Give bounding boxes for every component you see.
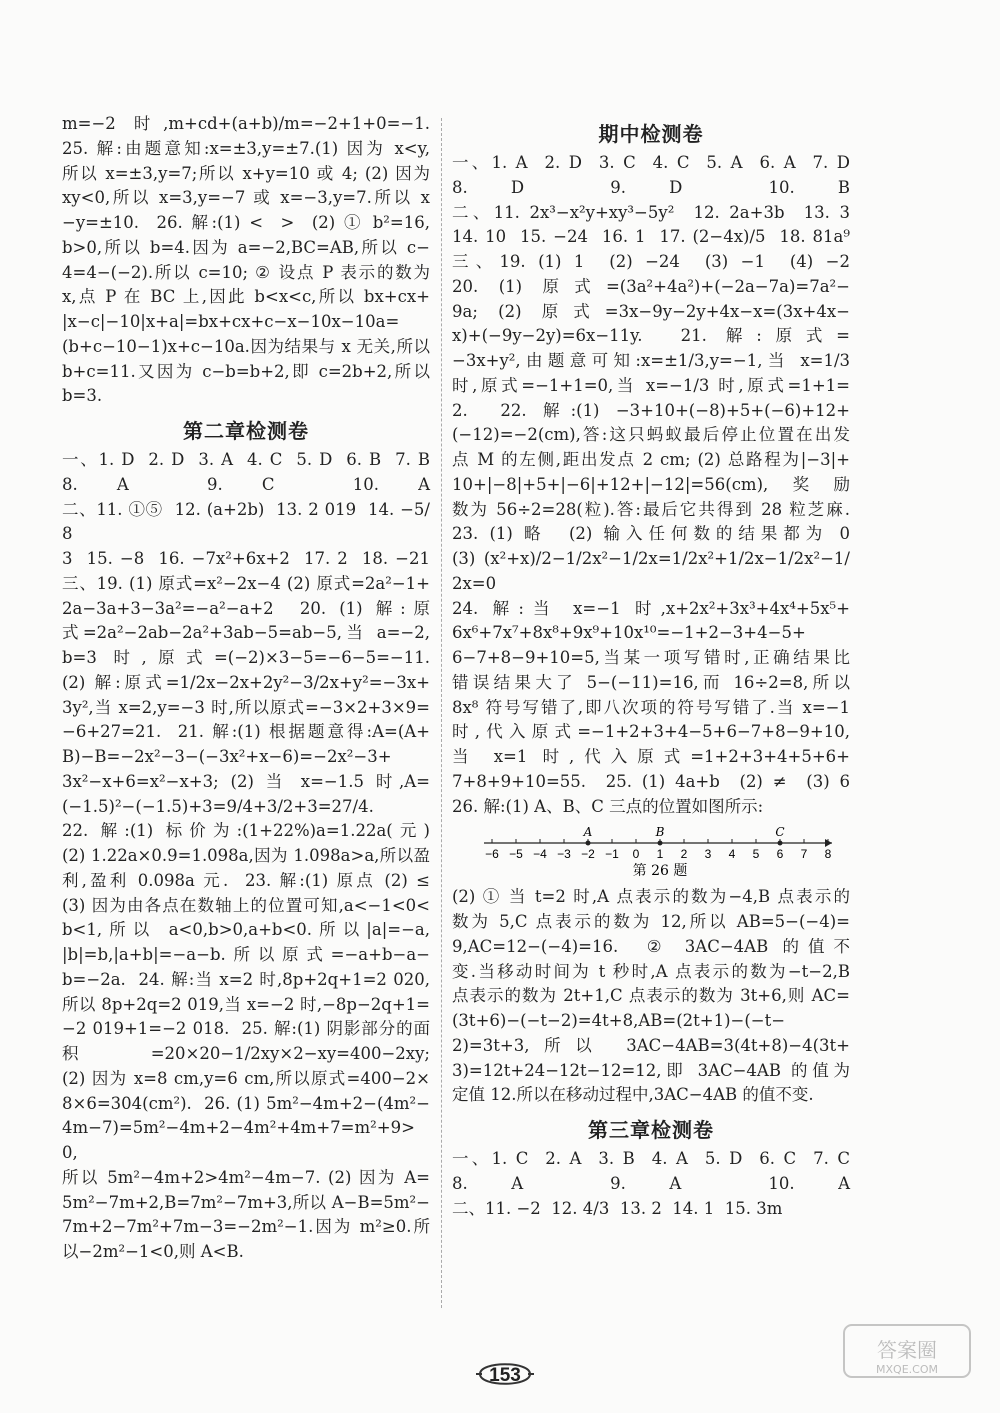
answer-line: x)+(−9y−2y)=6x−11y. 21. 解:原式= (452, 326, 850, 346)
answer-line: 二、11. ①⑤ 12. (a+2b) 13. 2 019 14. −5/8 (62, 499, 430, 544)
answer-line: b>0,所以 b=4.因为 a=−2,BC=AB,所以 c− (62, 237, 430, 257)
answer-line: 4m−7)=5m²−4m+2−4m²+4m+7=m²+9>0, (62, 1118, 415, 1162)
tick-label: 7 (800, 847, 808, 862)
number-line-figure (480, 821, 840, 879)
answer-line: 6−7+8−9+10=5,当某一项写错时,正确结果比 (452, 648, 850, 667)
figure-caption: 第 26 题 (632, 863, 688, 880)
answer-line: 三、19. (1) 1 (2) −24 (3) −1 (4) −2 (452, 252, 850, 271)
tick-label: 0 (632, 847, 640, 862)
answer-line: 9,AC=12−(−4)=16. ② 3AC−4AB 的值不 (452, 936, 850, 956)
svg-text:MXQE.COM: MXQE.COM (876, 1363, 938, 1376)
tick-label: 3 (704, 847, 712, 862)
answer-line: 7m+2−7m²+7m−3=−2m²−1.因为 m²≥0.所 (62, 1217, 430, 1237)
answer-line: xy<0,所以 x=3,y=−7 或 x=−3,y=7.所以 x (62, 188, 430, 208)
answer-line: 2. 22. 解:(1) −3+10+(−8)+5+(−6)+12+ (452, 400, 850, 420)
tick-label: −5 (509, 847, 523, 862)
answer-line: 一、1. C 2. A 3. B 4. A 5. D 6. C 7. C (452, 1149, 850, 1168)
answer-line: |x−c|−10|x+a|=bx+cx+c−x−10x−10a= (62, 312, 400, 331)
tick-label: 5 (752, 847, 760, 862)
answer-line: 利,盈利 0.098a 元. 23. 解:(1) 原点 (2) ≤ (62, 870, 430, 890)
answer-line: b<1,所以 a<0,b>0,a+b<0.所以|a|=−a, (62, 920, 430, 940)
answer-line: 3x²−x+6=x²−x+3; (2) 当 x=−1.5 时,A= (62, 771, 430, 791)
point-c (778, 841, 783, 846)
tick-label: −1 (605, 847, 619, 862)
answer-line: 时,代入原式=−1+2+3+4−5+6−7+8−9+10, (452, 722, 850, 742)
tick-label: 2 (680, 847, 688, 862)
answer-line: 8×6=304(cm²). 26. (1) 5m²−4m+2−(4m²− (62, 1093, 430, 1113)
answer-line: 时,原式=−1+1=0,当 x=−1/3 时,原式=1+1= (452, 375, 850, 395)
answer-line: 8. D 9. D 10. B (452, 177, 850, 197)
answer-line: 定值 12.所以在移动过程中,3AC−4AB 的值不变. (452, 1085, 814, 1105)
answer-line: B)−B=−2x²−3−(−3x²+x−6)=−2x²−3+ (62, 747, 392, 766)
answer-line: 一、1. A 2. D 3. C 4. C 5. A 6. A 7. D (452, 153, 850, 172)
answer-line: 3 15. −8 16. −7x²+6x+2 17. 2 18. −21 (62, 549, 430, 568)
column-divider (441, 118, 442, 1308)
answer-line: 点 M 的左侧,距出发点 2 cm; (2) 总路程为|−3|+ (452, 450, 850, 469)
answer-line: 20. (1) 原式=(3a²+4a²)+(−2a−7a)=7a²− (452, 276, 850, 296)
answer-line: 变.当移动时间为 t 秒时,A 点表示的数为−t−2,B (452, 961, 850, 981)
answer-line: 8x⁸ 符号写错了,即八次项的符号写错了.当 x=−1 (452, 697, 850, 717)
answer-line: 3y²,当 x=2,y=−3 时,所以原式=−3×2+3×9= (62, 697, 430, 717)
answer-line: |b|=b,|a+b|=−a−b.所以原式=−a+b−a− (62, 945, 430, 964)
answer-line: −2 019+1=−2 018. 25. 解:(1) 阴影部分的面 (62, 1019, 430, 1039)
answer-line: 14. 10 15. −24 16. 1 17. (2−4x)/5 18. 81a⁹ (452, 227, 850, 247)
answer-line: 25. 解:由题意知:x=±3,y=±7.(1) 因为 x<y, (62, 138, 430, 158)
answer-line: −6+27=21. 21. 解:(1) 根据题意得:A=(A+ (62, 722, 430, 742)
answer-line: 23. (1) 略 (2) 输入任何数的结果都为 0 (452, 524, 850, 544)
answer-line: −y=±10. 26. 解:(1) < > (2) ① b²=16, (62, 213, 430, 232)
tick-label: −6 (485, 847, 499, 862)
tick-label: −4 (533, 847, 547, 862)
answer-line: 数为 56÷2=28(粒).答:最后它共得到 28 粒芝麻. (452, 499, 850, 519)
answer-line: m=−2 时,m+cd+(a+b)/m=−2+1+0=−1. (62, 114, 430, 133)
point-b (658, 841, 663, 846)
answer-line: 22. 解:(1) 标价为:(1+22%)a=1.22a(元) (62, 821, 430, 841)
answer-line: (−1.5)²−(−1.5)+3=9/4+3/2+3=27/4. (62, 796, 374, 816)
answer-line: 所以 x=±3,y=7;所以 x+y=10 或 4; (2) 因为 (62, 163, 430, 183)
tick-label: 8 (824, 847, 832, 862)
answer-line: 所以 8p+2q=2 019,当 x=−2 时,−8p−2q+1= (62, 994, 430, 1014)
section-title-chapter3: 第三章检测卷 (588, 1118, 714, 1142)
answer-line: 2)=3t+3,所以 3AC−4AB=3(4t+8)−4(3t+ (452, 1035, 850, 1055)
answer-line: (3) (x²+x)/2−1/2x²−1/2x=1/2x²+1/2x−1/2x²−1/2x=0 (452, 549, 850, 593)
tick-label: −2 (581, 847, 595, 862)
answer-line: 二、11. −2 12. 4/3 13. 2 14. 1 15. 3m (452, 1198, 783, 1218)
section-title-chapter2: 第二章检测卷 (183, 419, 309, 443)
watermark-logo (842, 1323, 972, 1379)
point-a (586, 841, 591, 846)
answer-line: 数为 5,C 点表示的数为 12,所以 AB=5−(−4)= (452, 912, 850, 931)
answer-line: 一、1. D 2. D 3. A 4. C 5. D 6. B 7. B (62, 450, 430, 469)
section-title-midterm: 期中检测卷 (598, 122, 704, 146)
answer-line: 26. 解:(1) A、B、C 三点的位置如图所示: (452, 796, 764, 816)
answer-line: 9a; (2) 原式=3x−9y−2y+4x−x=(3x+4x− (452, 301, 850, 321)
answer-line: (2) 解:原式=1/2x−2x+2y²−3/2x+y²=−3x+ (62, 672, 430, 692)
tick-label: 1 (656, 847, 664, 862)
answer-line: 8. A 9. A 10. A (452, 1173, 850, 1193)
answer-line: −3x+y²,由题意可知:x=±1/3,y=−1,当 x=1/3 (452, 351, 850, 370)
answer-line: 当 x=1 时,代入原式=1+2+3+4+5+6+ (452, 747, 850, 766)
answer-line: b=3. (62, 386, 103, 406)
right-column (452, 112, 850, 1221)
answer-line: 2a−3a+3−3a²=−a²−a+2 20. (1) 解:原 (62, 598, 430, 618)
answer-line: 7+8+9+10=55. 25. (1) 4a+b (2) ≠ (3) 6 (452, 771, 850, 791)
answer-line: 式=2a²−2ab−2a²+3ab−5=ab−5,当 a=−2, (62, 623, 430, 643)
answer-line: (3) 因为由各点在数轴上的位置可知,a<−1<0< (62, 895, 430, 915)
answer-line: 5m²−7m+2,B=7m²−7m+3,所以 A−B=5m²− (62, 1192, 430, 1212)
tick-label: −3 (557, 847, 571, 862)
answer-line: 二、11. 2x³−x²y+xy³−5y² 12. 2a+3b 13. 3 (452, 202, 850, 222)
answer-line: (3t+6)−(−t−2)=4t+8,AB=(2t+1)−(−t− (452, 1011, 786, 1030)
answer-line: 错误结果大了 5−(−11)=16,而 16÷2=8,所以 (452, 672, 850, 692)
tick-label: 6 (776, 847, 784, 862)
tick-label: 4 (728, 847, 736, 862)
point-label: B (655, 825, 665, 840)
answer-line: 点表示的数为 2t+1,C 点表示的数为 3t+6,则 AC= (452, 986, 850, 1006)
left-column (62, 112, 430, 1265)
point-label: A (583, 825, 593, 840)
answer-line: 以−2m²−1<0,则 A<B. (62, 1242, 244, 1261)
answer-line: b=3 时,原式=(−2)×3−5=−6−5=−11. (62, 648, 430, 667)
answer-line: (2) 因为 x=8 cm,y=6 cm,所以原式=400−2× (62, 1068, 430, 1088)
answer-line: 6x⁶+7x⁷+8x⁸+9x⁹+10x¹⁰=−1+2−3+4−5+ (452, 623, 806, 643)
answer-line: 10+|−8|+5+|−6|+12+|−12|=56(cm),奖励 (452, 474, 850, 494)
answer-line: (2) ① 当 t=2 时,A 点表示的数为−4,B 点表示的 (452, 887, 850, 907)
answer-line: (−12)=−2(cm),答:这只蚂蚁最后停止位置在出发 (452, 425, 850, 445)
answer-line: 24. 解:当 x=−1 时,x+2x²+3x³+4x⁴+5x⁵+ (452, 598, 850, 618)
answer-line: 积=20×20−1/2xy×2−xy=400−2xy; (62, 1044, 430, 1063)
answer-line: x,点 P 在 BC 上,因此 b<x<c,所以 bx+cx+ (62, 287, 430, 307)
answer-line: 8. A 9. C 10. A (62, 474, 430, 494)
answer-line: 所以 5m²−4m+2>4m²−4m−7. (2) 因为 A= (62, 1167, 430, 1187)
answer-line: 三、19. (1) 原式=x²−2x−4 (2) 原式=2a²−1+ (62, 573, 430, 593)
point-label: C (775, 825, 785, 840)
answer-line: (2) 1.22a×0.9=1.098a,因为 1.098a>a,所以盈 (62, 846, 430, 865)
page-number-badge (476, 1357, 534, 1391)
answer-line: 3)=12t+24−12t−12=12,即 3AC−4AB 的值为 (452, 1060, 850, 1080)
answer-line: b+c=11.又因为 c−b=b+2,即 c=2b+2,所以 (62, 361, 430, 381)
page-number: 153 (489, 1365, 521, 1386)
svg-text:答案圈: 答案圈 (877, 1338, 937, 1362)
answer-line: 4=4−(−2).所以 c=10; ② 设点 P 表示的数为 (62, 262, 430, 282)
answer-line: b=−2a. 24. 解:当 x=2 时,8p+2q+1=2 020, (62, 969, 430, 989)
answer-line: (b+c−10−1)x+c−10a.因为结果与 x 无关,所以 (62, 336, 430, 356)
